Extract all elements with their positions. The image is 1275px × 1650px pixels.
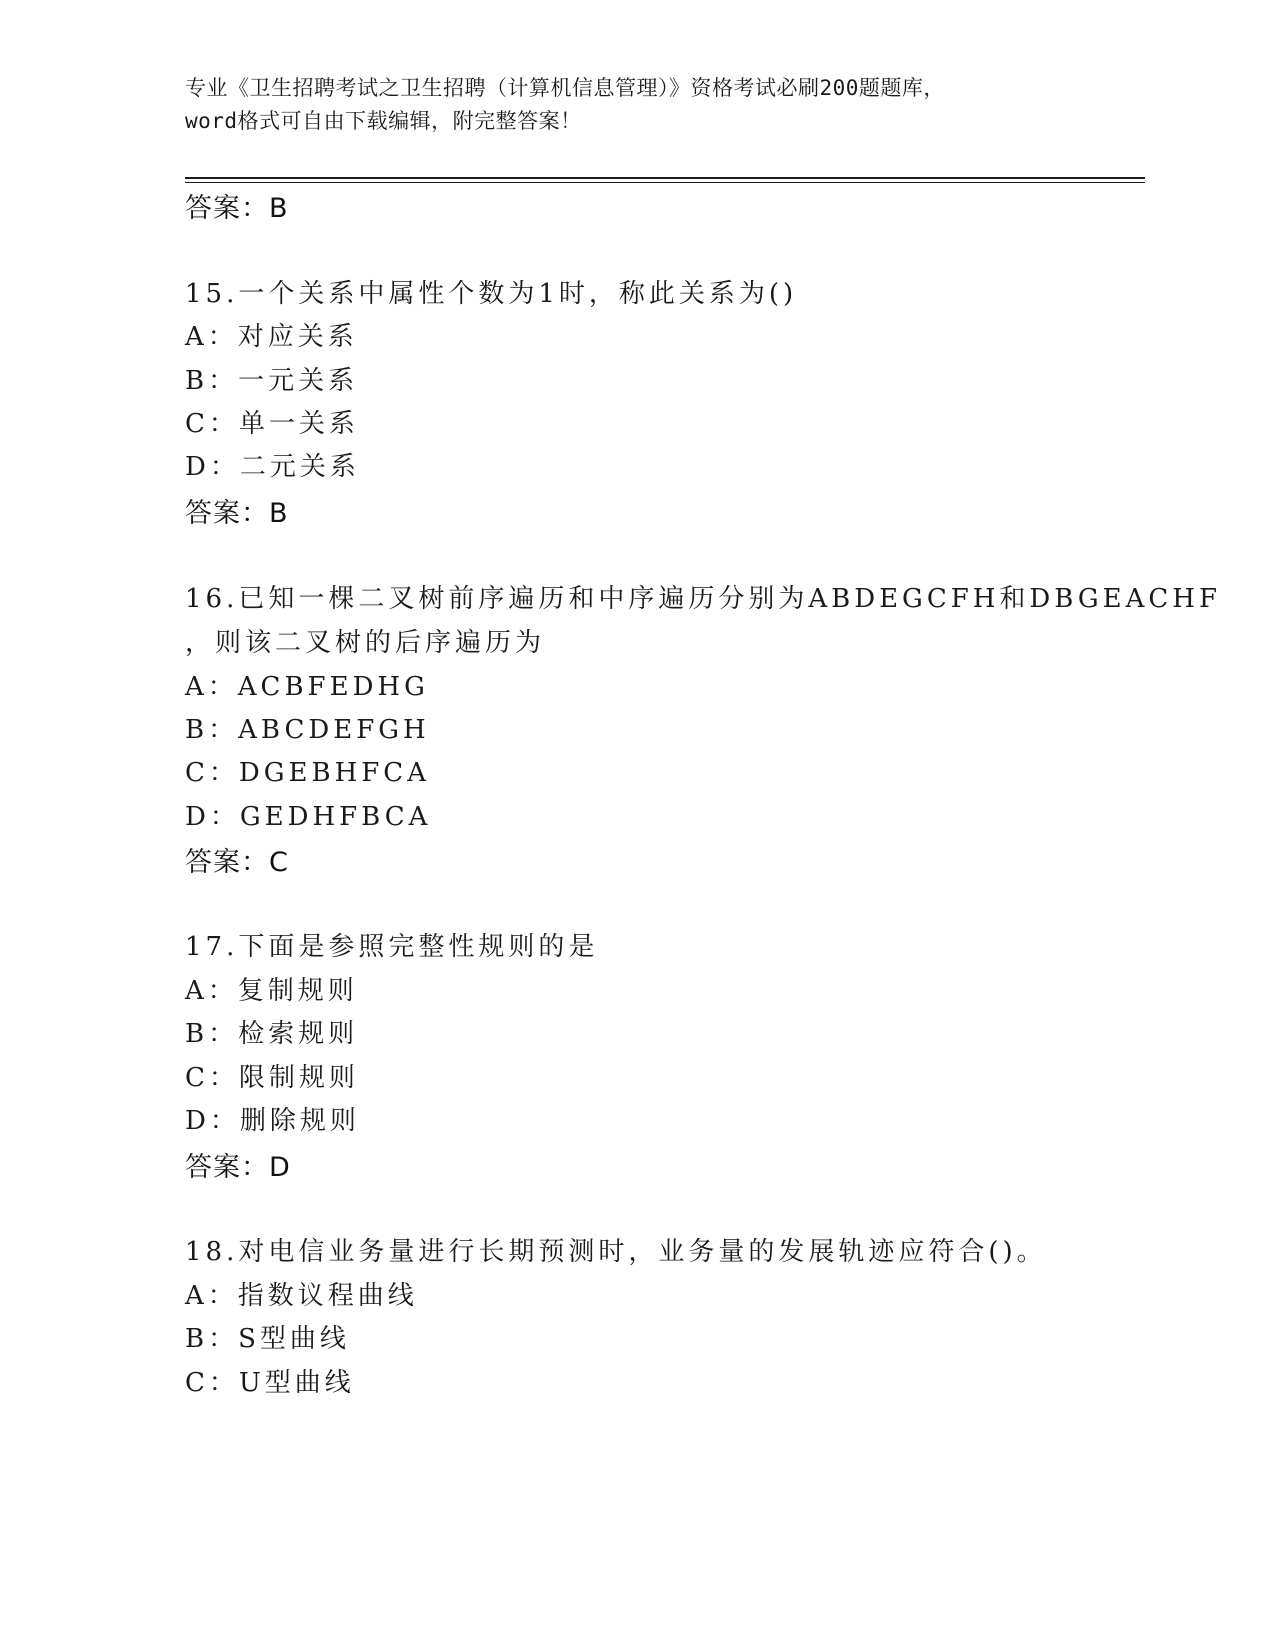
- header-rule-thick: [185, 177, 1145, 179]
- question-16-stem-continued: ，则该二叉树的后序遍历为: [185, 628, 546, 658]
- question-16-option-b: B：ABCDEFGH: [185, 715, 430, 745]
- question-16-stem: 16.已知一棵二叉树前序遍历和中序遍历分别为ABDEGCFH和DBGEACHF: [185, 584, 1222, 614]
- question-18-option-c: C：U型曲线: [185, 1368, 355, 1398]
- question-15-option-a: A：对应关系: [185, 322, 358, 352]
- question-18-stem: 18.对电信业务量进行长期预测时，业务量的发展轨迹应符合()。: [185, 1237, 1047, 1267]
- header-rule-thin: [185, 182, 1145, 183]
- question-16-option-c: C：DGEBHFCA: [185, 758, 430, 788]
- question-15-option-b: B：一元关系: [185, 366, 359, 396]
- question-15-option-d: D：二元关系: [185, 452, 360, 482]
- question-15-option-c: C：单一关系: [185, 409, 359, 439]
- question-16-option-d: D：GEDHFBCA: [185, 802, 432, 832]
- answer-q15: 答案：B: [185, 498, 289, 529]
- question-18-option-b: B：S型曲线: [185, 1324, 350, 1354]
- question-17-option-d: D：删除规则: [185, 1106, 360, 1136]
- header-line-1: 专业《卫生招聘考试之卫生招聘（计算机信息管理）》资格考试必刷200题题库，: [185, 76, 945, 100]
- header-line-2: word格式可自由下载编辑，附完整答案！: [185, 109, 582, 133]
- answer-q16: 答案：C: [185, 847, 289, 878]
- question-18-option-a: A：指数议程曲线: [185, 1281, 418, 1311]
- answer-q17: 答案：D: [185, 1152, 291, 1183]
- question-16-option-a: A：ACBFEDHG: [185, 672, 429, 702]
- question-17-option-c: C：限制规则: [185, 1063, 359, 1093]
- question-17-option-b: B：检索规则: [185, 1019, 359, 1049]
- document-header: [185, 72, 1085, 138]
- question-17-stem: 17.下面是参照完整性规则的是: [185, 932, 599, 962]
- answer-q14: 答案：B: [185, 193, 289, 224]
- question-15-stem: 15.一个关系中属性个数为1时，称此关系为(): [185, 279, 798, 309]
- question-17-option-a: A：复制规则: [185, 976, 358, 1006]
